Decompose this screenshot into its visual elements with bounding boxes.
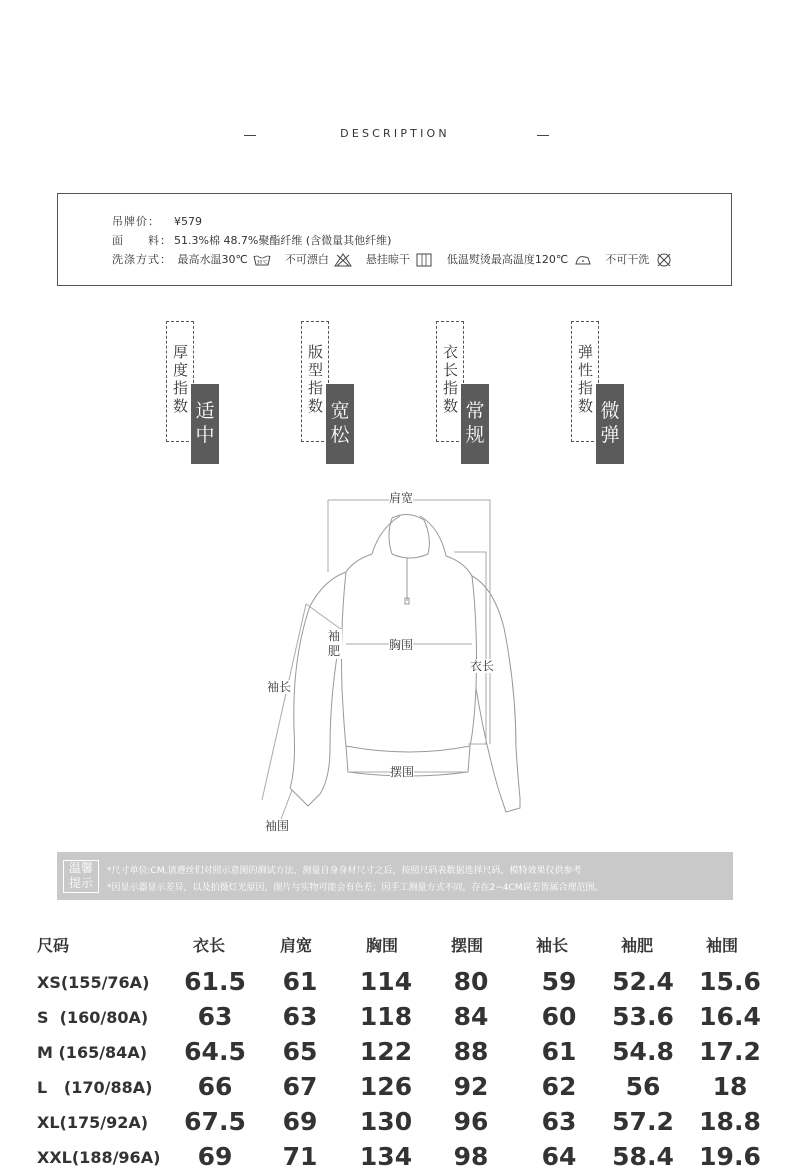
measure-cell: 63 (197, 1002, 233, 1031)
iron-low-text: 低温熨烫最高温度120℃ (446, 253, 569, 266)
header-cell: 胸围 (366, 936, 399, 955)
fit-label: 版型指数 (308, 343, 324, 415)
thickness-label: 厚度指数 (173, 343, 189, 415)
measure-cell: 88 (453, 1037, 489, 1066)
measure-cell: 118 (359, 1002, 413, 1031)
size-label-cell: XS(155/76A) (37, 973, 150, 992)
measure-cell: 64 (541, 1142, 577, 1171)
measure-cell: 66 (197, 1072, 233, 1101)
thickness-index (166, 321, 220, 464)
header-cell: 肩宽 (280, 936, 313, 955)
measure-cell: 16.4 (699, 1002, 761, 1031)
length-label: 衣长指数 (443, 343, 459, 415)
iron-low-icon (574, 253, 592, 267)
measure-cell: 18 (712, 1072, 748, 1101)
size-label-cell: S (160/80A) (37, 1008, 149, 1027)
elasticity-value: 微弹 (596, 384, 624, 464)
wash-row (112, 252, 683, 268)
measure-cell: 52.4 (612, 967, 674, 996)
length-value: 常规 (461, 384, 489, 464)
wash-label: 洗涤方式： (112, 253, 172, 266)
measure-cell: 19.6 (699, 1142, 761, 1171)
header-cell: 摆围 (451, 936, 484, 955)
no-bleach-text: 不可漂白 (284, 253, 329, 266)
badge-bottom: 提示 (68, 876, 93, 890)
fit-index (301, 321, 355, 464)
size-label-cell: M (165/84A) (37, 1043, 148, 1062)
length-index (436, 321, 490, 464)
size-label-cell: XL(175/92A) (37, 1113, 149, 1132)
hang-dry-icon (415, 253, 433, 267)
measure-cell: 65 (282, 1037, 318, 1066)
measure-cell: 126 (359, 1072, 413, 1101)
svg-text:30℃: 30℃ (256, 260, 268, 266)
measure-cell: 96 (453, 1107, 489, 1136)
elasticity-index (571, 321, 625, 464)
material-row (112, 233, 391, 249)
measure-cell: 54.8 (612, 1037, 674, 1066)
measure-cell: 59 (541, 967, 577, 996)
price-value: ¥579 (174, 215, 202, 228)
measure-cell: 92 (453, 1072, 489, 1101)
hang-dry-text: 悬挂晾干 (365, 253, 410, 266)
notice-line-1: *尺寸单位:CM,请遵丝们对照示意图的测试方法，测量自身身材尺寸之后，按照尺码表数据选择尺码，模特效果仅供参考 (107, 866, 582, 876)
measure-cell: 67 (282, 1072, 318, 1101)
material-label: 面 料： (112, 234, 172, 247)
measure-cell: 61.5 (184, 967, 246, 996)
measure-cell: 18.8 (699, 1107, 761, 1136)
header-cell: 衣长 (193, 936, 226, 955)
sweatshirt-sketch (250, 488, 540, 838)
header-cell: 袖肥 (621, 936, 654, 955)
header-cell: 袖长 (536, 936, 569, 955)
label-shoulder: 肩宽 (389, 491, 414, 505)
wash-30-icon (253, 253, 271, 267)
measure-cell: 53.6 (612, 1002, 674, 1031)
header-cell: 尺码 (37, 936, 70, 955)
measure-cell: 15.6 (699, 967, 761, 996)
description-header (0, 127, 790, 145)
badge-top: 温馨 (68, 861, 93, 875)
elasticity-label: 弹性指数 (578, 343, 594, 415)
measure-cell: 84 (453, 1002, 489, 1031)
label-sleeve-length: 袖长 (267, 680, 292, 694)
measure-cell: 69 (197, 1142, 233, 1171)
label-sleeve-width: 袖肥 (328, 629, 341, 658)
notice-line-2: *因显示器显示差异，以及拍摄灯光原因，图片与实物可能会有色差；因手工测量方式不同，存在2~4CM误差皆属合理范围。 (107, 883, 604, 893)
measure-cell: 130 (359, 1107, 413, 1136)
measure-cell: 64.5 (184, 1037, 246, 1066)
garment-measurement-diagram (250, 488, 540, 838)
measure-cell: 61 (282, 967, 318, 996)
measure-cell: 62 (541, 1072, 577, 1101)
no-bleach-icon (334, 253, 352, 267)
measure-cell: 98 (453, 1142, 489, 1171)
measure-cell: 69 (282, 1107, 318, 1136)
material-value: 51.3%棉 48.7%聚酯纤维 (含微量其他纤维) (174, 234, 392, 247)
no-dry-clean-icon (655, 253, 673, 267)
size-label-cell: XXL(188/96A) (37, 1148, 161, 1167)
measure-cell: 114 (359, 967, 413, 996)
measure-cell: 58.4 (612, 1142, 674, 1171)
notice-badge (63, 860, 99, 893)
wash-temp-text: 最高水温30℃ (177, 253, 248, 266)
measure-cell: 60 (541, 1002, 577, 1031)
fit-value: 宽松 (326, 384, 354, 464)
price-label: 吊牌价： (112, 215, 160, 228)
notice-banner (57, 852, 733, 900)
label-cuff: 袖围 (265, 819, 290, 833)
measure-cell: 71 (282, 1142, 318, 1171)
measure-cell: 63 (541, 1107, 577, 1136)
thickness-value: 适中 (191, 384, 219, 464)
no-dry-clean-text: 不可干洗 (605, 253, 650, 266)
measure-cell: 122 (359, 1037, 413, 1066)
measure-cell: 67.5 (184, 1107, 246, 1136)
measure-cell: 63 (282, 1002, 318, 1031)
label-hem: 摆围 (390, 765, 415, 779)
measure-cell: 17.2 (699, 1037, 761, 1066)
measure-cell: 57.2 (612, 1107, 674, 1136)
label-length: 衣长 (470, 659, 495, 673)
header-title: DESCRIPTION (340, 127, 450, 140)
header-dash-right (537, 135, 549, 136)
header-cell: 袖围 (706, 936, 739, 955)
label-chest: 胸围 (389, 638, 414, 652)
price-row (112, 214, 202, 230)
product-info-box (57, 193, 732, 286)
measure-cell: 134 (359, 1142, 413, 1171)
size-label-cell: L (170/88A) (37, 1078, 153, 1097)
measure-cell: 56 (625, 1072, 661, 1101)
measure-cell: 61 (541, 1037, 577, 1066)
measure-cell: 80 (453, 967, 489, 996)
